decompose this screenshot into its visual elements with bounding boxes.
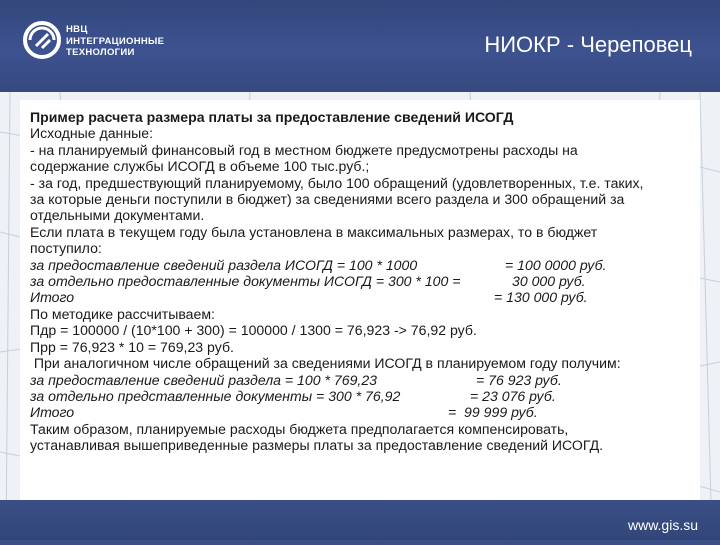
calc-label: Итого	[30, 404, 75, 421]
text-line: отдельными документами.	[30, 207, 205, 224]
logo-globe-icon	[22, 20, 62, 60]
page-title: НИОКР - Череповец	[484, 32, 692, 57]
calc-row	[30, 372, 690, 388]
calc-label: Итого	[30, 289, 75, 306]
calc-value: = 99 999 руб.	[448, 404, 538, 421]
calc-label: за предоставление сведений раздела ИСОГД = 100 * 1000	[30, 256, 418, 273]
calc-row	[30, 388, 690, 404]
calc-value: = 130 000 руб.	[494, 289, 588, 306]
logo-line-2: ИНТЕГРАЦИОННЫЕ	[66, 35, 165, 47]
text-line: за которые деньги поступили в бюджет) за сведениями всего раздела и 300 обращений за	[30, 191, 625, 208]
text-line: поступило:	[30, 240, 102, 257]
similar-line: При аналогичном числе обращений за сведениями ИСОГД в планируемом году получим:	[30, 355, 621, 372]
calc-value: = 23 076 руб.	[470, 387, 556, 404]
conclusion-line: устанавливая вышеприведенные размеры платы за предоставление сведений ИСОГД.	[30, 437, 604, 454]
text-line: Если плата в текущем году была установлена в максимальных размерах, то в бюджет	[30, 223, 598, 240]
text-line: - на планируемый финансовый год в местном бюджете предусмотрены расходы на	[30, 141, 578, 158]
content-panel	[20, 100, 700, 500]
website-link[interactable]: www.gis.su	[627, 517, 698, 533]
formula-prr: Прр = 76,923 * 10 = 769,23 руб.	[30, 338, 234, 355]
calc-label: за отдельно представленные документы = 300 * 76,92	[30, 387, 401, 404]
calc-label: за предоставление сведений раздела = 100 * 769,23	[30, 371, 377, 388]
text-line: содержание службы ИСОГД в объеме 100 тыс.руб.;	[30, 158, 370, 175]
company-logo	[22, 20, 202, 64]
calc-value: = 100 0000 руб.	[505, 256, 607, 273]
logo-text	[66, 24, 164, 59]
calc-row	[30, 273, 690, 289]
calc-row	[30, 257, 690, 273]
content-heading: Пример расчета размера платы за предоставление сведений ИСОГД	[30, 109, 514, 125]
calc-value: = 76 923 руб.	[476, 371, 562, 388]
logo-line-3: ТЕХНОЛОГИИ	[66, 47, 135, 58]
calc-value: 30 000 руб.	[512, 273, 586, 290]
formula-pdr: Пдр = 100000 / (10*100 + 300) = 100000 / 1300 = 76,923 -> 76,92 руб.	[30, 322, 477, 339]
calc-row	[30, 289, 690, 305]
text-line: - за год, предшествующий планируемому, было 100 обращений (удовлетворенных, т.е. таких,	[30, 174, 644, 191]
footer-bar	[0, 500, 720, 540]
conclusion-line: Таким образом, планируемые расходы бюджета предполагается компенсировать,	[30, 420, 569, 437]
logo-line-1: НВЦ	[66, 24, 88, 35]
intro-line: Исходные данные:	[30, 125, 153, 142]
method-line: По методике рассчитываем:	[30, 305, 215, 322]
calc-row	[30, 404, 690, 420]
calc-label: за отдельно предоставленные документы ИСОГД = 300 * 100 =	[30, 273, 461, 290]
